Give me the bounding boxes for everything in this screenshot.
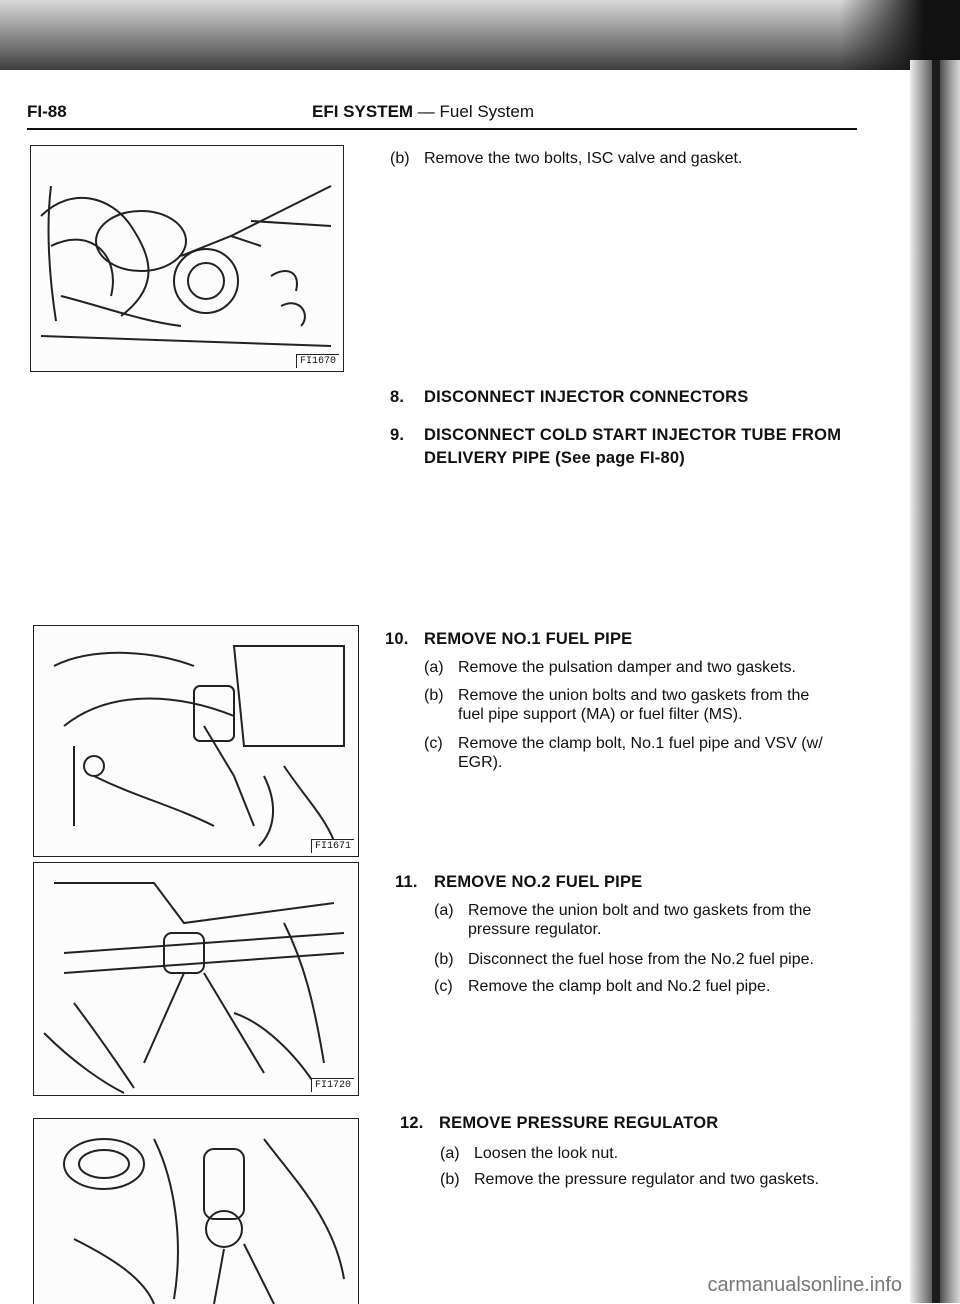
illustration-isc-valve xyxy=(31,146,343,371)
watermark-text: carmanualsonline.info xyxy=(707,1274,902,1296)
section-title-rest: — Fuel System xyxy=(413,102,534,121)
step-11 xyxy=(395,873,642,892)
figure-code: FI1670 xyxy=(296,354,339,368)
step-11c xyxy=(434,976,770,997)
step-10c-line2: EGR). xyxy=(458,754,503,771)
page-header xyxy=(27,102,857,130)
step-10b xyxy=(424,685,809,706)
step-8 xyxy=(390,388,748,407)
step-11a-line2: pressure regulator. xyxy=(468,921,602,938)
step-9-number: 9. xyxy=(390,426,405,444)
figure-no1-fuel-pipe xyxy=(33,625,359,857)
step-7b-text: Remove the two bolts, ISC valve and gasket. xyxy=(424,150,743,167)
step-10b-line1: Remove the union bolts and two gaskets from the xyxy=(458,687,810,704)
illustration-no2-fuel-pipe xyxy=(34,863,358,1095)
step-9 xyxy=(390,426,841,445)
step-11a-label: (a) xyxy=(434,902,454,919)
step-10a-text: Remove the pulsation damper and two gaskets. xyxy=(458,659,796,676)
step-11c-label: (c) xyxy=(434,978,453,995)
figure-pressure-regulator xyxy=(33,1118,359,1304)
figure-code: FI1720 xyxy=(311,1078,354,1092)
illustration-no1-fuel-pipe xyxy=(34,626,358,856)
step-12b-text: Remove the pressure regulator and two gaskets. xyxy=(474,1171,820,1188)
step-12a-text: Loosen the look nut. xyxy=(474,1145,619,1162)
step-11-title: REMOVE NO.2 FUEL PIPE xyxy=(434,873,643,891)
figure-no2-fuel-pipe xyxy=(33,862,359,1096)
scan-top-band xyxy=(0,0,960,70)
step-10c xyxy=(424,733,823,754)
step-10b-label: (b) xyxy=(424,687,444,704)
step-11b-label: (b) xyxy=(434,951,454,968)
step-7b xyxy=(390,148,742,169)
step-11a-cont xyxy=(468,921,601,939)
step-9-title-line1: DISCONNECT COLD START INJECTOR TUBE FROM xyxy=(424,426,842,444)
step-12b-label: (b) xyxy=(440,1171,460,1188)
step-12a-label: (a) xyxy=(440,1145,460,1162)
step-10b-cont xyxy=(458,706,743,724)
step-11c-text: Remove the clamp bolt and No.2 fuel pipe. xyxy=(468,978,771,995)
step-9-line2 xyxy=(424,449,685,468)
step-11-number: 11. xyxy=(395,873,418,891)
page-number: FI-88 xyxy=(27,102,67,121)
step-10b-line2: fuel pipe support (MA) or fuel filter (MS). xyxy=(458,706,743,723)
illustration-pressure-regulator xyxy=(34,1119,358,1304)
step-9-title-line2: DELIVERY PIPE (See page FI-80) xyxy=(424,449,685,467)
section-title-bold: EFI SYSTEM xyxy=(312,102,414,121)
scan-right-edge xyxy=(910,60,960,1303)
step-10-number: 10. xyxy=(385,630,409,648)
step-10c-label: (c) xyxy=(424,735,443,752)
step-11a-line1: Remove the union bolt and two gaskets from the xyxy=(468,902,812,919)
step-11b-text: Disconnect the fuel hose from the No.2 fuel pipe. xyxy=(468,951,814,968)
step-8-number: 8. xyxy=(390,388,405,406)
step-8-title: DISCONNECT INJECTOR CONNECTORS xyxy=(424,388,749,406)
step-10c-cont xyxy=(458,754,502,772)
step-10-title: REMOVE NO.1 FUEL PIPE xyxy=(424,630,633,648)
figure-code: FI1671 xyxy=(311,839,354,853)
step-10a xyxy=(424,657,796,678)
step-11b xyxy=(434,949,814,970)
step-12a xyxy=(440,1143,618,1164)
step-12b xyxy=(440,1169,819,1190)
step-11a xyxy=(434,900,811,921)
section-title xyxy=(312,102,534,122)
step-10c-line1: Remove the clamp bolt, No.1 fuel pipe and VSV (w/ xyxy=(458,735,823,752)
step-12-number: 12. xyxy=(400,1114,424,1132)
step-12-title: REMOVE PRESSURE REGULATOR xyxy=(439,1114,719,1132)
figure-isc-valve xyxy=(30,145,344,372)
step-10a-label: (a) xyxy=(424,659,444,676)
step-12 xyxy=(400,1114,718,1133)
step-7b-label: (b) xyxy=(390,150,410,167)
step-10 xyxy=(385,630,632,649)
